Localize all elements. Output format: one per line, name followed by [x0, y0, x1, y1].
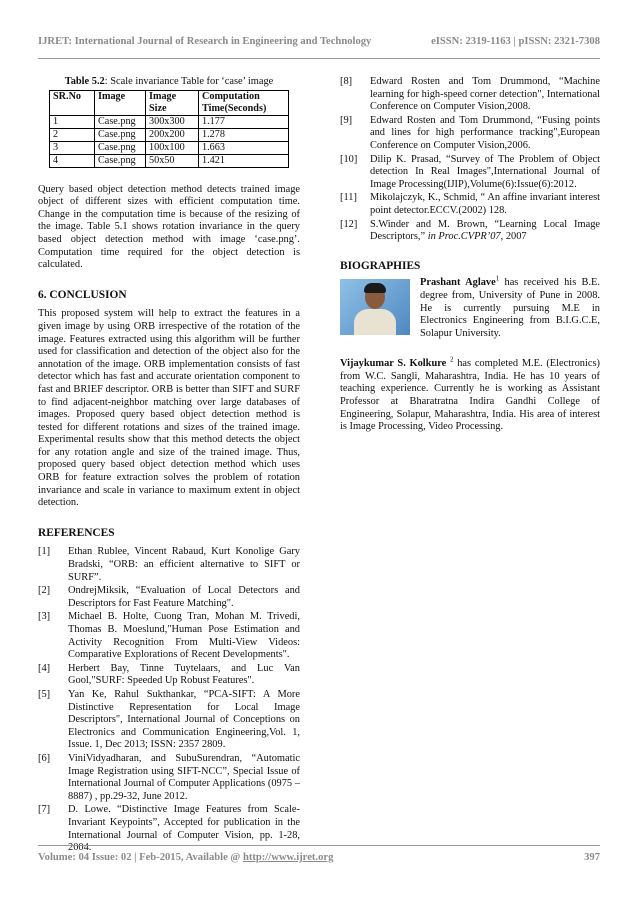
table-caption-text: : Scale invariance Table for ‘case’ image: [104, 76, 274, 87]
reference-number: [7]: [38, 804, 51, 816]
references-list-right: [340, 76, 600, 244]
reference-number: [6]: [38, 752, 51, 764]
author-2-sup: 2: [450, 355, 454, 364]
reference-text: OndrejMiksik, “Evaluation of Local Detectors and Descriptors for Fast Feature Matching".: [68, 585, 300, 609]
table-row: [50, 128, 289, 141]
reference-item: [38, 753, 300, 803]
table-cell: 2: [50, 128, 95, 141]
table-cell: 100x100: [146, 141, 199, 154]
reference-item: [38, 611, 300, 661]
reference-item: [38, 546, 300, 584]
table-cell: 3: [50, 141, 95, 154]
author-1-description: has received his B.E. degree from, University of Pune in 2008. He is currently pursuing M.E in Electronics Engineering from B.I.G.C.E, Solapur University.: [420, 277, 600, 339]
reference-text: ViniVidyadharan, and SubuSurendran, “Automatic Image Registration using SIFT-NCC”, Special Issue of International Journal of Computer Applications (0975 – 8887) , pp.29-32, June 2012.: [68, 752, 300, 802]
bio-author-1: [340, 274, 600, 340]
table-cell: 1: [50, 115, 95, 128]
reference-item: [340, 192, 600, 217]
table-header-cell: Image: [95, 90, 146, 115]
conclusion-heading: 6. CONCLUSION: [38, 288, 127, 301]
reference-item: [340, 76, 600, 114]
reference-text: Herbert Bay, Tinne Tuytelaars, and Luc Van Gool,"SURF: Speeded Up Robust Features".: [68, 662, 300, 687]
table-cell: 1.278: [199, 128, 289, 141]
reference-number: [3]: [38, 611, 51, 623]
reference-item: [38, 663, 300, 688]
reference-text: Dilip K. Prasad, “Survey of The Problem of Object detection In Real Images",International Journal of Image Processing(IJIP),Volume(6):Issue(6):2012.: [370, 153, 600, 190]
author-1-sup: 1: [495, 274, 500, 283]
reference-number: [9]: [340, 114, 353, 126]
author-1-name: Prashant Aglave: [420, 277, 496, 289]
references-list-left: [38, 546, 300, 854]
reference-item: [38, 585, 300, 610]
table-row: [50, 141, 289, 154]
author-2-description: has completed M.E. (Electronics) from W.C. Sangli, Maharashtra, India. He has 10 years of teaching experience. Currently he is working as Assistant Professor at Bharatratna Indira Gandhi College of Engineering, Solapur, Maharashtra, India. His area of interest is Image Processing, Video Processing.: [340, 358, 600, 433]
biographies-heading: BIOGRAPHIES: [340, 259, 421, 272]
table-cell: 1.177: [199, 115, 289, 128]
reference-item: [38, 689, 300, 752]
table-caption: [38, 76, 300, 89]
table-cell: Case.png: [95, 154, 146, 167]
footer-volume: [38, 852, 333, 863]
reference-text: Mikolajczyk, K., Schmid, “ An affine invariant interest point detector.ECCV.(2002) 128.: [370, 192, 600, 216]
reference-text: Michael B. Holte, Cuong Tran, Mohan M. Trivedi, Thomas B. Moeslund,"Human Pose Estimation and Activity Recognition From Multi-View Videos: Comparative Explorations of Recent Developments".: [68, 611, 300, 661]
references-heading: REFERENCES: [38, 526, 115, 539]
table-header-row: [50, 90, 289, 115]
reference-text: Ethan Rublee, Vincent Rabaud, Kurt Konolige Gary Bradski, “ORB: an efficient alternative to SIFT or SURF”.: [68, 546, 300, 583]
reference-number: [11]: [340, 192, 357, 204]
left-column: [38, 76, 300, 856]
table-header-cell: Computation Time(Seconds): [199, 90, 289, 115]
table-cell: 200x200: [146, 128, 199, 141]
reference-number: [12]: [340, 218, 358, 230]
footer-rule: [38, 845, 600, 846]
table-caption-label: Table 5.2: [64, 76, 105, 87]
reference-number: [8]: [340, 76, 353, 87]
table-cell: 1.421: [199, 154, 289, 167]
reference-text: Yan Ke, Rahul Sukthankar, “PCA-SIFT: A More Distinctive Representation for Local Image Descriptors", International Journal of Conceptions on Electronics and Communication Engineering,Vol. 1, Issue. 1, Dec 2013; ISSN: 2357 2809.: [68, 688, 300, 751]
issn-text: eISSN: 2319-1163 | pISSN: 2321-7308: [431, 36, 600, 47]
table-header-cell: SR.No: [50, 90, 95, 115]
reference-item: [340, 115, 600, 153]
table-row: [50, 154, 289, 167]
author-photo: [340, 279, 410, 335]
scale-invariance-table: [49, 90, 289, 168]
reference-text: D. Lowe. “Distinctive Image Features from Scale-Invariant Keypoints”, Accepted for publication in the International Journal of Computer Vision, pp. 1-28, 2004.: [68, 804, 300, 854]
bio-1-text: [420, 274, 600, 340]
table-header-cell: Image Size: [146, 90, 199, 115]
reference-number: [1]: [38, 546, 51, 558]
reference-number: [4]: [38, 662, 51, 674]
reference-item: [38, 804, 300, 854]
page-header: [38, 36, 600, 47]
page-footer: [38, 852, 600, 863]
table-cell: Case.png: [95, 128, 146, 141]
reference-text: Edward Rosten and Tom Drummond, “Machine learning for high-speed corner detection", International Conference on Computer Vision,2008.: [370, 76, 600, 113]
journal-title: IJRET: International Journal of Research in Engineering and Technology: [38, 36, 372, 47]
bio-author-2: [340, 355, 600, 434]
reference-text: Edward Rosten and Tom Drummond, “Fusing points and lines for high performance tracking",European Conference on Computer Vision,2006.: [370, 114, 600, 151]
reference-item: [340, 219, 600, 244]
reference-text-part: S.Winder and M. Brown, “Learning Local Image Descriptors,”: [370, 218, 600, 243]
table-cell: Case.png: [95, 115, 146, 128]
reference-number: [10]: [340, 153, 358, 165]
table-cell: 4: [50, 154, 95, 167]
conclusion-paragraph: This proposed system will help to extract the features in a given image by using ORB irrespective of the rotation of the image. Features extracted using this algorithm will be further used for classification and detection of the object also for the annotation of the image. ORB implementation consists of fast detector which has fast and accurate orientation component to fast and BRIEF descriptor. ORB is better than SIFT and SURF to find adjacent-neighbor matching over large databases of images. Proposed query based object detection method is tested for different rotations and sizes of the trained image. Experimental results show that this method detects the object for any rotation angle and size of the trained image. Thus, proposed query based object detection method which uses ORB for feature extraction solves the problem of rotation invariance and scale in variance to maximum extent in object detection.: [38, 308, 300, 509]
reference-year: , 2007: [500, 231, 527, 243]
table-cell: 50x50: [146, 154, 199, 167]
reference-venue: in Proc.CVPR’07: [427, 231, 501, 243]
reference-item: [340, 154, 600, 192]
footer-volume-text: Volume: 04 Issue: 02 | Feb-2015, Available @: [38, 852, 243, 863]
right-column: [340, 76, 600, 434]
page-number: 397: [584, 852, 600, 863]
author-2-name: Vijaykumar S. Kolkure: [340, 358, 447, 370]
header-rule: [38, 58, 600, 59]
table-cell: 300x300: [146, 115, 199, 128]
table-cell: Case.png: [95, 141, 146, 154]
journal-link[interactable]: http://www.ijret.org: [242, 852, 334, 863]
table-row: [50, 115, 289, 128]
reference-number: [5]: [38, 688, 51, 700]
reference-number: [2]: [38, 585, 51, 597]
reference-text: [370, 219, 600, 244]
table-cell: 1.663: [199, 141, 289, 154]
results-paragraph: Query based object detection method detects trained image object of different sizes with efficient computation time. Change in the computation time is because of the resizing of the image. Table 5.1 shows rotation invariance in the query based object detection method with image ‘case.png’. Computation time required for the object detection is calculated.: [38, 183, 300, 271]
